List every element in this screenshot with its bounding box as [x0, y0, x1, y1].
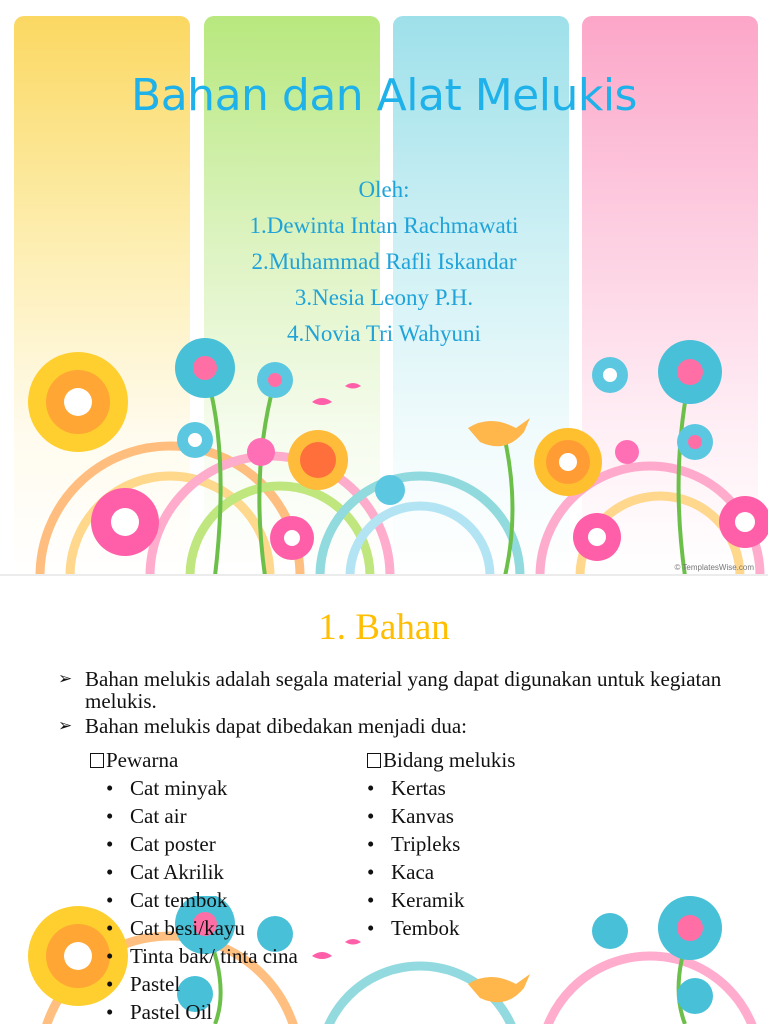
bullet-text: Bahan melukis adalah segala material yang dapat digunakan untuk kegiatan melukis.: [85, 667, 722, 713]
slide-title: Bahan dan Alat Melukis: [131, 70, 637, 121]
list-item: [106, 886, 298, 914]
list-item-text: Tinta bak/ tinta cina: [130, 944, 298, 968]
list-item-text: Kaca: [391, 860, 435, 884]
copyright-text: © TemplatesWise.com: [674, 563, 754, 572]
author-heading: Oleh:: [358, 177, 410, 202]
bullet-dot-icon: •: [367, 804, 375, 828]
column-heading: [367, 746, 515, 774]
list-item-text: Pastel: [130, 972, 181, 996]
sun-flower-icon: [534, 428, 602, 496]
content-slide: [0, 576, 768, 1024]
floral-decoration: [0, 330, 768, 576]
bullet-item: [58, 668, 738, 712]
pewarna-list: [90, 774, 298, 1024]
checkbox-square-icon: [367, 753, 381, 768]
list-item-text: Cat minyak: [130, 776, 228, 800]
arrow-bullet-icon: ➢: [58, 669, 73, 688]
list-item: [106, 970, 298, 998]
list-item-text: Cat air: [130, 804, 187, 828]
bidang-list: [367, 774, 515, 942]
column-heading-text: Bidang melukis: [383, 748, 516, 772]
bullet-dot-icon: •: [106, 1000, 114, 1024]
list-item: [367, 886, 515, 914]
list-item: [106, 998, 298, 1024]
hummingbird-icon: [468, 418, 530, 446]
list-item: [367, 858, 515, 886]
bullet-dot-icon: •: [106, 860, 114, 884]
column-heading: [90, 746, 298, 774]
pewarna-column: [90, 746, 298, 1024]
arrow-bullet-icon: ➢: [58, 716, 73, 735]
bullet-dot-icon: •: [367, 860, 375, 884]
bullet-dot-icon: •: [106, 776, 114, 800]
list-item-text: Cat besi/kayu: [130, 916, 245, 940]
slide-heading: 1. Bahan: [318, 607, 450, 648]
list-item-text: Pastel Oil: [130, 1000, 213, 1024]
hummingbird-icon: [468, 974, 530, 1002]
author-item: 4.Novia Tri Wahyuni: [287, 321, 481, 346]
list-item: [106, 914, 298, 942]
list-item: [106, 802, 298, 830]
bullet-dot-icon: •: [106, 832, 114, 856]
blue-flower-icon: [658, 340, 722, 404]
list-item: [106, 830, 298, 858]
author-list: [0, 172, 768, 352]
list-item-text: Kanvas: [391, 804, 454, 828]
bullet-dot-icon: •: [367, 776, 375, 800]
bullet-dot-icon: •: [367, 832, 375, 856]
author-item: 2.Muhammad Rafli Iskandar: [251, 249, 517, 274]
sun-flower-icon: [28, 352, 128, 452]
bullet-dot-icon: •: [367, 916, 375, 940]
list-item-text: Cat Akrilik: [130, 860, 224, 884]
list-item: [106, 942, 298, 970]
list-item-text: Tripleks: [391, 832, 461, 856]
bullet-dot-icon: •: [106, 972, 114, 996]
author-item: 3.Nesia Leony P.H.: [294, 285, 474, 310]
list-item-text: Cat tembok: [130, 888, 228, 912]
bullet-dot-icon: •: [106, 888, 114, 912]
list-item: [367, 830, 515, 858]
bullet-dot-icon: •: [106, 944, 114, 968]
blue-flower-icon: [175, 338, 235, 398]
bidang-melukis-column: [367, 746, 515, 942]
list-item: [367, 914, 515, 942]
bullet-text: Bahan melukis dapat dibedakan menjadi dua:: [85, 714, 467, 738]
list-item-text: Keramik: [391, 888, 465, 912]
bullet-dot-icon: •: [367, 888, 375, 912]
bullet-item: [58, 715, 738, 737]
bullet-list: [58, 668, 738, 740]
list-item: [106, 774, 298, 802]
column-heading-text: Pewarna: [106, 748, 179, 772]
list-item: [367, 802, 515, 830]
author-item: 1.Dewinta Intan Rachmawati: [249, 213, 519, 238]
list-item-text: Cat poster: [130, 832, 216, 856]
list-item: [106, 858, 298, 886]
checkbox-square-icon: [90, 753, 104, 768]
list-item-text: Tembok: [391, 916, 460, 940]
sun-flower-icon: [288, 430, 348, 490]
list-item: [367, 774, 515, 802]
list-item-text: Kertas: [391, 776, 446, 800]
bullet-dot-icon: •: [106, 916, 114, 940]
bullet-dot-icon: •: [106, 804, 114, 828]
